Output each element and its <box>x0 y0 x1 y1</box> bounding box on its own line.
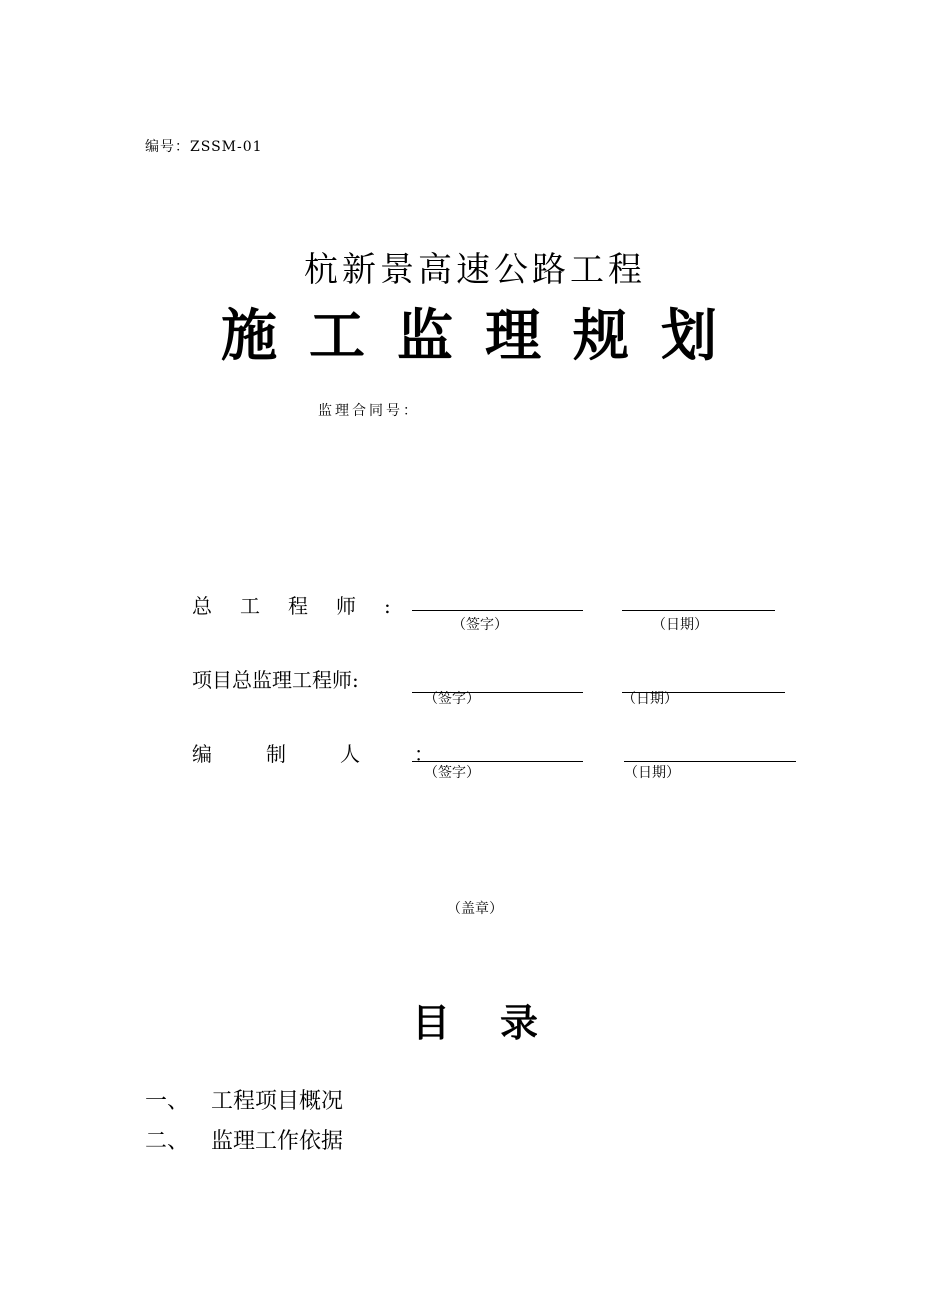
chief-supervisor-label: 项目总监理工程师: <box>192 668 359 692</box>
toc-item[interactable] <box>145 1124 343 1155</box>
compiler-label: 编制人： <box>192 742 488 766</box>
chief-engineer-sign-line <box>412 610 583 611</box>
chief-engineer-label: 总工程师: <box>192 594 419 618</box>
document-number <box>145 136 263 156</box>
chief-engineer-date-caption: （日期） <box>652 617 708 633</box>
toc-title: 目录 <box>411 1000 588 1045</box>
contract-number-label: 监理合同号： <box>318 403 420 419</box>
toc-item-number: 一、 <box>145 1089 190 1114</box>
chief-supervisor-sign-caption: （签字） <box>424 691 480 707</box>
toc-item-text: 工程项目概况 <box>211 1089 344 1114</box>
chief-supervisor-date-caption: （日期） <box>622 691 678 707</box>
document-number-value: ZSSM-01 <box>190 139 263 155</box>
project-title: 杭新景高速公路工程 <box>304 250 646 290</box>
seal-caption: （盖章） <box>447 901 503 917</box>
document-number-label: 编号： <box>145 139 190 155</box>
compiler-sign-caption: （签字） <box>424 765 480 781</box>
toc-item-number: 二、 <box>145 1129 190 1154</box>
main-title: 施工监理规划 <box>221 303 749 369</box>
toc-item[interactable] <box>145 1084 343 1115</box>
chief-engineer-sign-caption: （签字） <box>452 617 508 633</box>
toc-item-text: 监理工作依据 <box>211 1129 344 1154</box>
chief-engineer-date-line <box>622 610 775 611</box>
compiler-date-caption: （日期） <box>624 765 680 781</box>
